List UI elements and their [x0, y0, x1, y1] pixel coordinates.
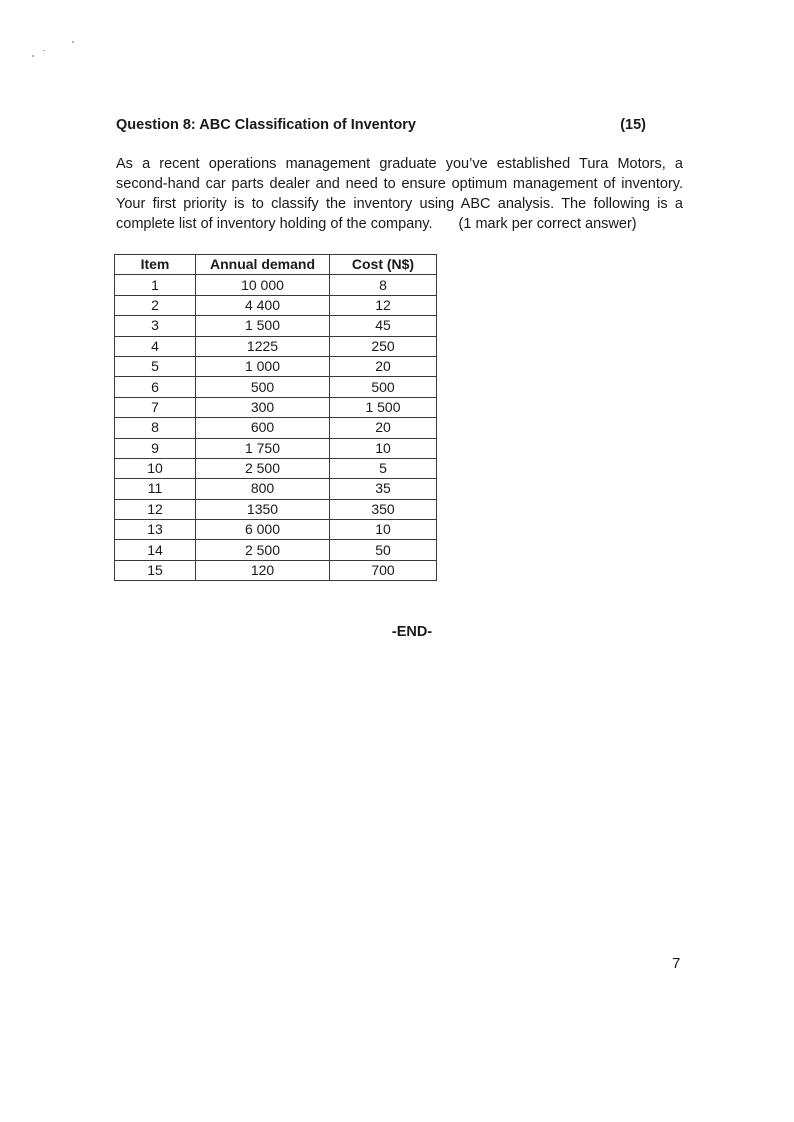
cell-item: 10 — [115, 458, 196, 478]
cell-cost: 8 — [330, 275, 437, 295]
cell-annual-demand: 2 500 — [196, 458, 330, 478]
cell-cost: 350 — [330, 499, 437, 519]
inventory-table — [114, 254, 437, 581]
cell-annual-demand: 120 — [196, 560, 330, 580]
cell-item: 9 — [115, 438, 196, 458]
end-marker: -END- — [391, 624, 433, 640]
table-row — [115, 316, 437, 336]
scan-speck — [43, 50, 45, 51]
cell-annual-demand: 800 — [196, 479, 330, 499]
scan-speck — [72, 41, 74, 43]
cell-cost: 1 500 — [330, 397, 437, 417]
question-body — [116, 154, 683, 234]
question-marks: (15) — [620, 117, 646, 133]
table-row — [115, 336, 437, 356]
table-row — [115, 438, 437, 458]
cell-annual-demand: 1350 — [196, 499, 330, 519]
table-row — [115, 275, 437, 295]
table-row — [115, 560, 437, 580]
table-row — [115, 540, 437, 560]
inventory-table-body — [115, 275, 437, 581]
cell-item: 8 — [115, 418, 196, 438]
page-number: 7 — [672, 955, 681, 972]
cell-item: 12 — [115, 499, 196, 519]
cell-cost: 500 — [330, 377, 437, 397]
cell-cost: 50 — [330, 540, 437, 560]
cell-item: 6 — [115, 377, 196, 397]
cell-cost: 10 — [330, 520, 437, 540]
marking-note: (1 mark per correct answer) — [458, 216, 637, 232]
header-annual-demand: Annual demand — [196, 255, 330, 275]
cell-annual-demand: 1 750 — [196, 438, 330, 458]
cell-annual-demand: 1 000 — [196, 356, 330, 376]
cell-item: 11 — [115, 479, 196, 499]
table-row — [115, 356, 437, 376]
cell-annual-demand: 1 500 — [196, 316, 330, 336]
cell-item: 5 — [115, 356, 196, 376]
table-row — [115, 377, 437, 397]
table-row — [115, 520, 437, 540]
table-row — [115, 397, 437, 417]
cell-item: 4 — [115, 336, 196, 356]
cell-cost: 12 — [330, 295, 437, 315]
cell-cost: 35 — [330, 479, 437, 499]
cell-cost: 20 — [330, 356, 437, 376]
cell-item: 14 — [115, 540, 196, 560]
cell-annual-demand: 4 400 — [196, 295, 330, 315]
cell-item: 7 — [115, 397, 196, 417]
table-row — [115, 499, 437, 519]
cell-item: 1 — [115, 275, 196, 295]
table-header-row — [115, 255, 437, 275]
cell-item: 13 — [115, 520, 196, 540]
question-heading — [116, 117, 646, 133]
cell-cost: 250 — [330, 336, 437, 356]
header-item: Item — [115, 255, 196, 275]
cell-item: 15 — [115, 560, 196, 580]
table-row — [115, 295, 437, 315]
table-row — [115, 479, 437, 499]
cell-annual-demand: 1225 — [196, 336, 330, 356]
cell-cost: 5 — [330, 458, 437, 478]
scan-speck — [32, 55, 34, 57]
question-title: Question 8: ABC Classification of Inventory — [116, 117, 416, 133]
cell-cost: 45 — [330, 316, 437, 336]
table-row — [115, 458, 437, 478]
table-row — [115, 418, 437, 438]
cell-annual-demand: 500 — [196, 377, 330, 397]
cell-annual-demand: 2 500 — [196, 540, 330, 560]
cell-annual-demand: 600 — [196, 418, 330, 438]
header-cost: Cost (N$) — [330, 255, 437, 275]
cell-annual-demand: 10 000 — [196, 275, 330, 295]
cell-item: 3 — [115, 316, 196, 336]
cell-annual-demand: 6 000 — [196, 520, 330, 540]
cell-cost: 10 — [330, 438, 437, 458]
cell-cost: 20 — [330, 418, 437, 438]
cell-item: 2 — [115, 295, 196, 315]
question-text: As a recent operations management graduate you’ve established Tura Motors, a second-hand car parts dealer and need to ensure optimum management of inventory. Your first priority is to classify the inventory using ABC analysis. The following is a complete list of inventory holding of the company. — [116, 156, 683, 232]
cell-annual-demand: 300 — [196, 397, 330, 417]
cell-cost: 700 — [330, 560, 437, 580]
